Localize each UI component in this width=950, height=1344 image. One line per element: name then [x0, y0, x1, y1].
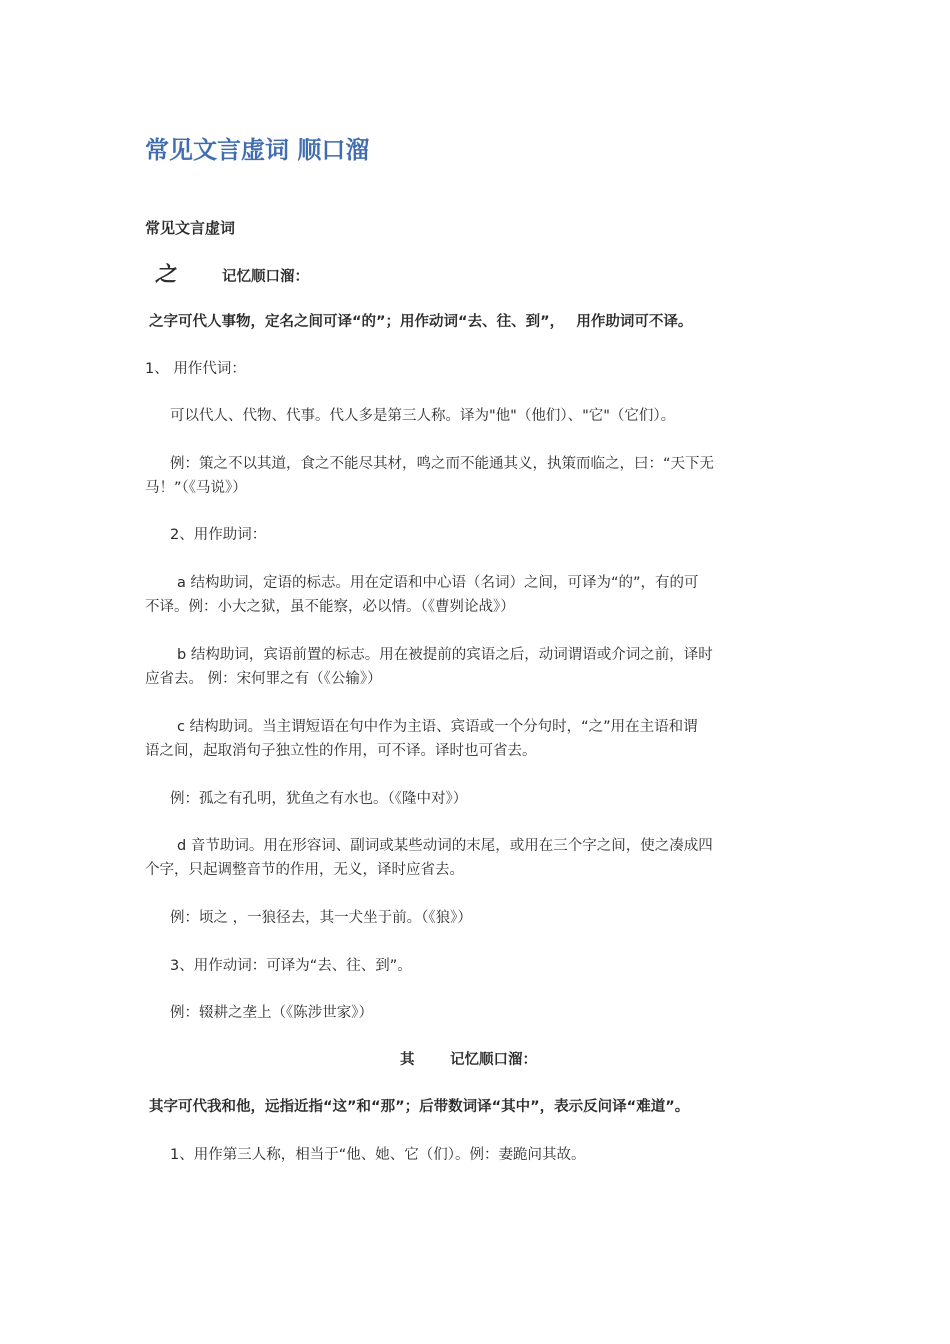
qi-character: 其: [400, 1052, 415, 1068]
zhi-usage-2d-line-1: d 音节助词。用在形容词、副词或某些动词的末尾，或用在三个字之间，使之凑成四: [177, 838, 713, 854]
zhi-usage-2-heading: 2、用作助词：: [170, 527, 267, 543]
zhi-usage-2c-line-2: 语之间，起取消句子独立性的作用，可不译。译时也可省去。: [145, 743, 537, 759]
qi-rhyme: 其字可代我和他，远指近指“这”和“那”；后带数词译“其中”，表示反问译“难道”。: [149, 1099, 690, 1115]
zhi-usage-3-example: 例：辍耕之垄上（《陈涉世家》）: [170, 1005, 373, 1021]
zhi-character: 之: [155, 261, 176, 286]
zhi-usage-2a-line-1: a 结构助词，定语的标志。用在定语和中心语（名词）之间，可译为“的”，有的可: [177, 575, 699, 591]
zhi-usage-2b-line-1: b 结构助词，宾语前置的标志。用在被提前的宾语之后，动词谓语或介词之前，译时: [177, 647, 713, 663]
section-heading: 常见文言虚词: [145, 219, 236, 237]
zhi-usage-2b-line-2: 应省去。 例：宋何罪之有（《公输》）: [145, 671, 382, 687]
zhi-usage-3-heading: 3、用作动词：可译为“去、往、到”。: [170, 958, 412, 974]
zhi-rhyme: 之字可代人事物，定名之间可译“的”；用作动词“去、往、到”， 用作助词可不译。: [149, 314, 693, 330]
zhi-usage-1-example-line-2: 马！”（《马说》）: [145, 480, 247, 496]
zhi-usage-2c-example: 例：孤之有孔明，犹鱼之有水也。（《隆中对》）: [170, 791, 468, 807]
qi-rhyme-label: 记忆顺口溜：: [450, 1052, 537, 1068]
zhi-rhyme-label: 记忆顺口溜：: [222, 269, 309, 285]
zhi-usage-2d-example: 例：顷之 ，一狼径去，其一犬坐于前。（《狼》）: [170, 910, 472, 926]
zhi-usage-1-text: 可以代人、代物、代事。代人多是第三人称。译为"他"（他们）、"它"（它们）。: [170, 408, 676, 424]
zhi-usage-1-heading: 1、 用作代词：: [145, 361, 246, 377]
qi-usage-1: 1、用作第三人称，相当于“他、她、它（们）。例：妻跪问其故。: [170, 1147, 586, 1163]
zhi-usage-2d-line-2: 个字，只起调整音节的作用，无义，译时应省去。: [145, 862, 464, 878]
zhi-usage-1-example-line-1: 例：策之不以其道，食之不能尽其材，鸣之而不能通其义，执策而临之，曰：“天下无: [170, 456, 715, 472]
zhi-usage-2a-line-2: 不译。例：小大之狱，虽不能察，必以情。（《曹刿论战》）: [145, 599, 515, 615]
zhi-usage-2c-line-1: c 结构助词。当主谓短语在句中作为主语、宾语或一个分句时，“之”用在主语和谓: [177, 719, 698, 735]
page-title: 常见文言虚词 顺口溜: [145, 136, 370, 164]
